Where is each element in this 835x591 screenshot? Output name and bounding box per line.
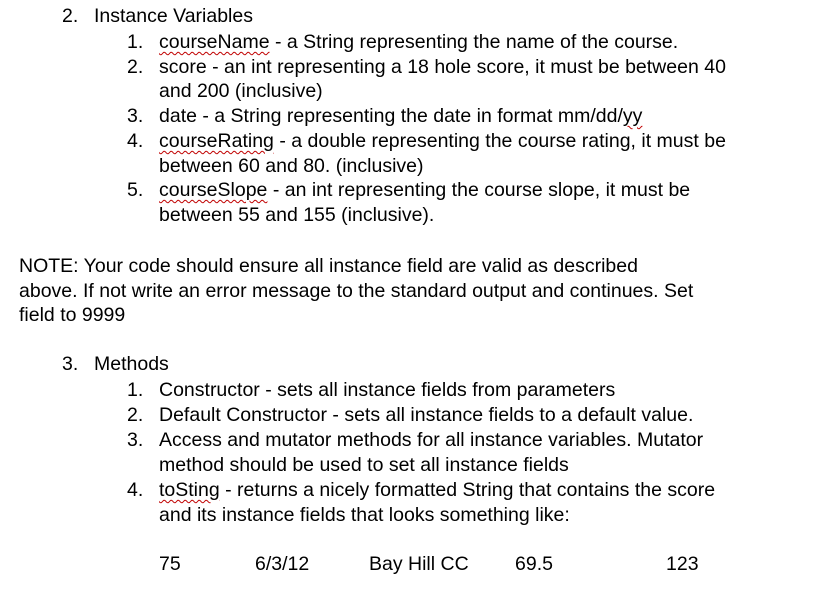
- list-item-text: date - a String representing the date in format mm/dd/: [159, 105, 623, 127]
- example-score: 75: [159, 553, 181, 575]
- list-item-number: 3.: [127, 105, 144, 127]
- list-item-text-continued: method should be used to set all instance fields: [159, 454, 569, 476]
- list-item-number: 1.: [127, 379, 144, 401]
- list-item-number: 4.: [127, 479, 144, 501]
- list-item-text: - a String representing the name of the course.: [269, 31, 679, 53]
- note-paragraph-line: field to 9999: [19, 304, 126, 326]
- list-item: [159, 104, 642, 129]
- list-item-text: - an int representing the course slope, it must be: [267, 179, 691, 201]
- example-course-slope: 123: [666, 553, 699, 575]
- list-item-text-continued: between 55 and 155 (inclusive).: [159, 204, 435, 226]
- list-item-number: 2.: [127, 404, 144, 426]
- list-item-text-continued: and 200 (inclusive): [159, 80, 323, 102]
- example-course-name: Bay Hill CC: [369, 553, 469, 575]
- list-item-text: score - an int representing a 18 hole score, it must be between 40: [159, 56, 726, 78]
- list-item-number: 3.: [127, 429, 144, 451]
- spellcheck-word: courseRating: [159, 130, 274, 152]
- list-item-number: 4.: [127, 130, 144, 152]
- note-paragraph-line: above. If not write an error message to the standard output and continues. Set: [19, 280, 694, 302]
- section-number: 3.: [62, 353, 79, 375]
- section-title: Instance Variables: [94, 5, 253, 27]
- list-item-text: Access and mutator methods for all instance variables. Mutator: [159, 429, 704, 451]
- list-item-text: - a double representing the course rating, it must be: [273, 130, 726, 152]
- section-number: 2.: [62, 5, 79, 27]
- list-item-text-continued: and its instance fields that looks something like:: [159, 504, 570, 526]
- note-paragraph-line: NOTE: Your code should ensure all instance field are valid as described: [19, 255, 638, 277]
- example-date: 6/3/12: [255, 553, 310, 575]
- spellcheck-word: courseName: [159, 31, 270, 53]
- list-item-number: 2.: [127, 56, 144, 78]
- example-course-rating: 69.5: [515, 553, 553, 575]
- list-item-text: Default Constructor - sets all instance fields to a default value.: [159, 404, 694, 426]
- spellcheck-word: yy: [622, 105, 643, 127]
- section-title: Methods: [94, 353, 169, 375]
- list-item-number: 1.: [127, 31, 144, 53]
- spellcheck-word: courseSlope: [159, 179, 268, 201]
- list-item-text-continued: between 60 and 80. (inclusive): [159, 155, 424, 177]
- list-item: [159, 30, 678, 55]
- list-item: [159, 478, 715, 503]
- list-item: [159, 178, 690, 203]
- list-item: [159, 129, 726, 154]
- list-item-number: 5.: [127, 179, 144, 201]
- list-item-text: - returns a nicely formatted String that contains the score: [219, 479, 716, 501]
- list-item-text: Constructor - sets all instance fields from parameters: [159, 379, 616, 401]
- spellcheck-word: toSting: [159, 479, 220, 501]
